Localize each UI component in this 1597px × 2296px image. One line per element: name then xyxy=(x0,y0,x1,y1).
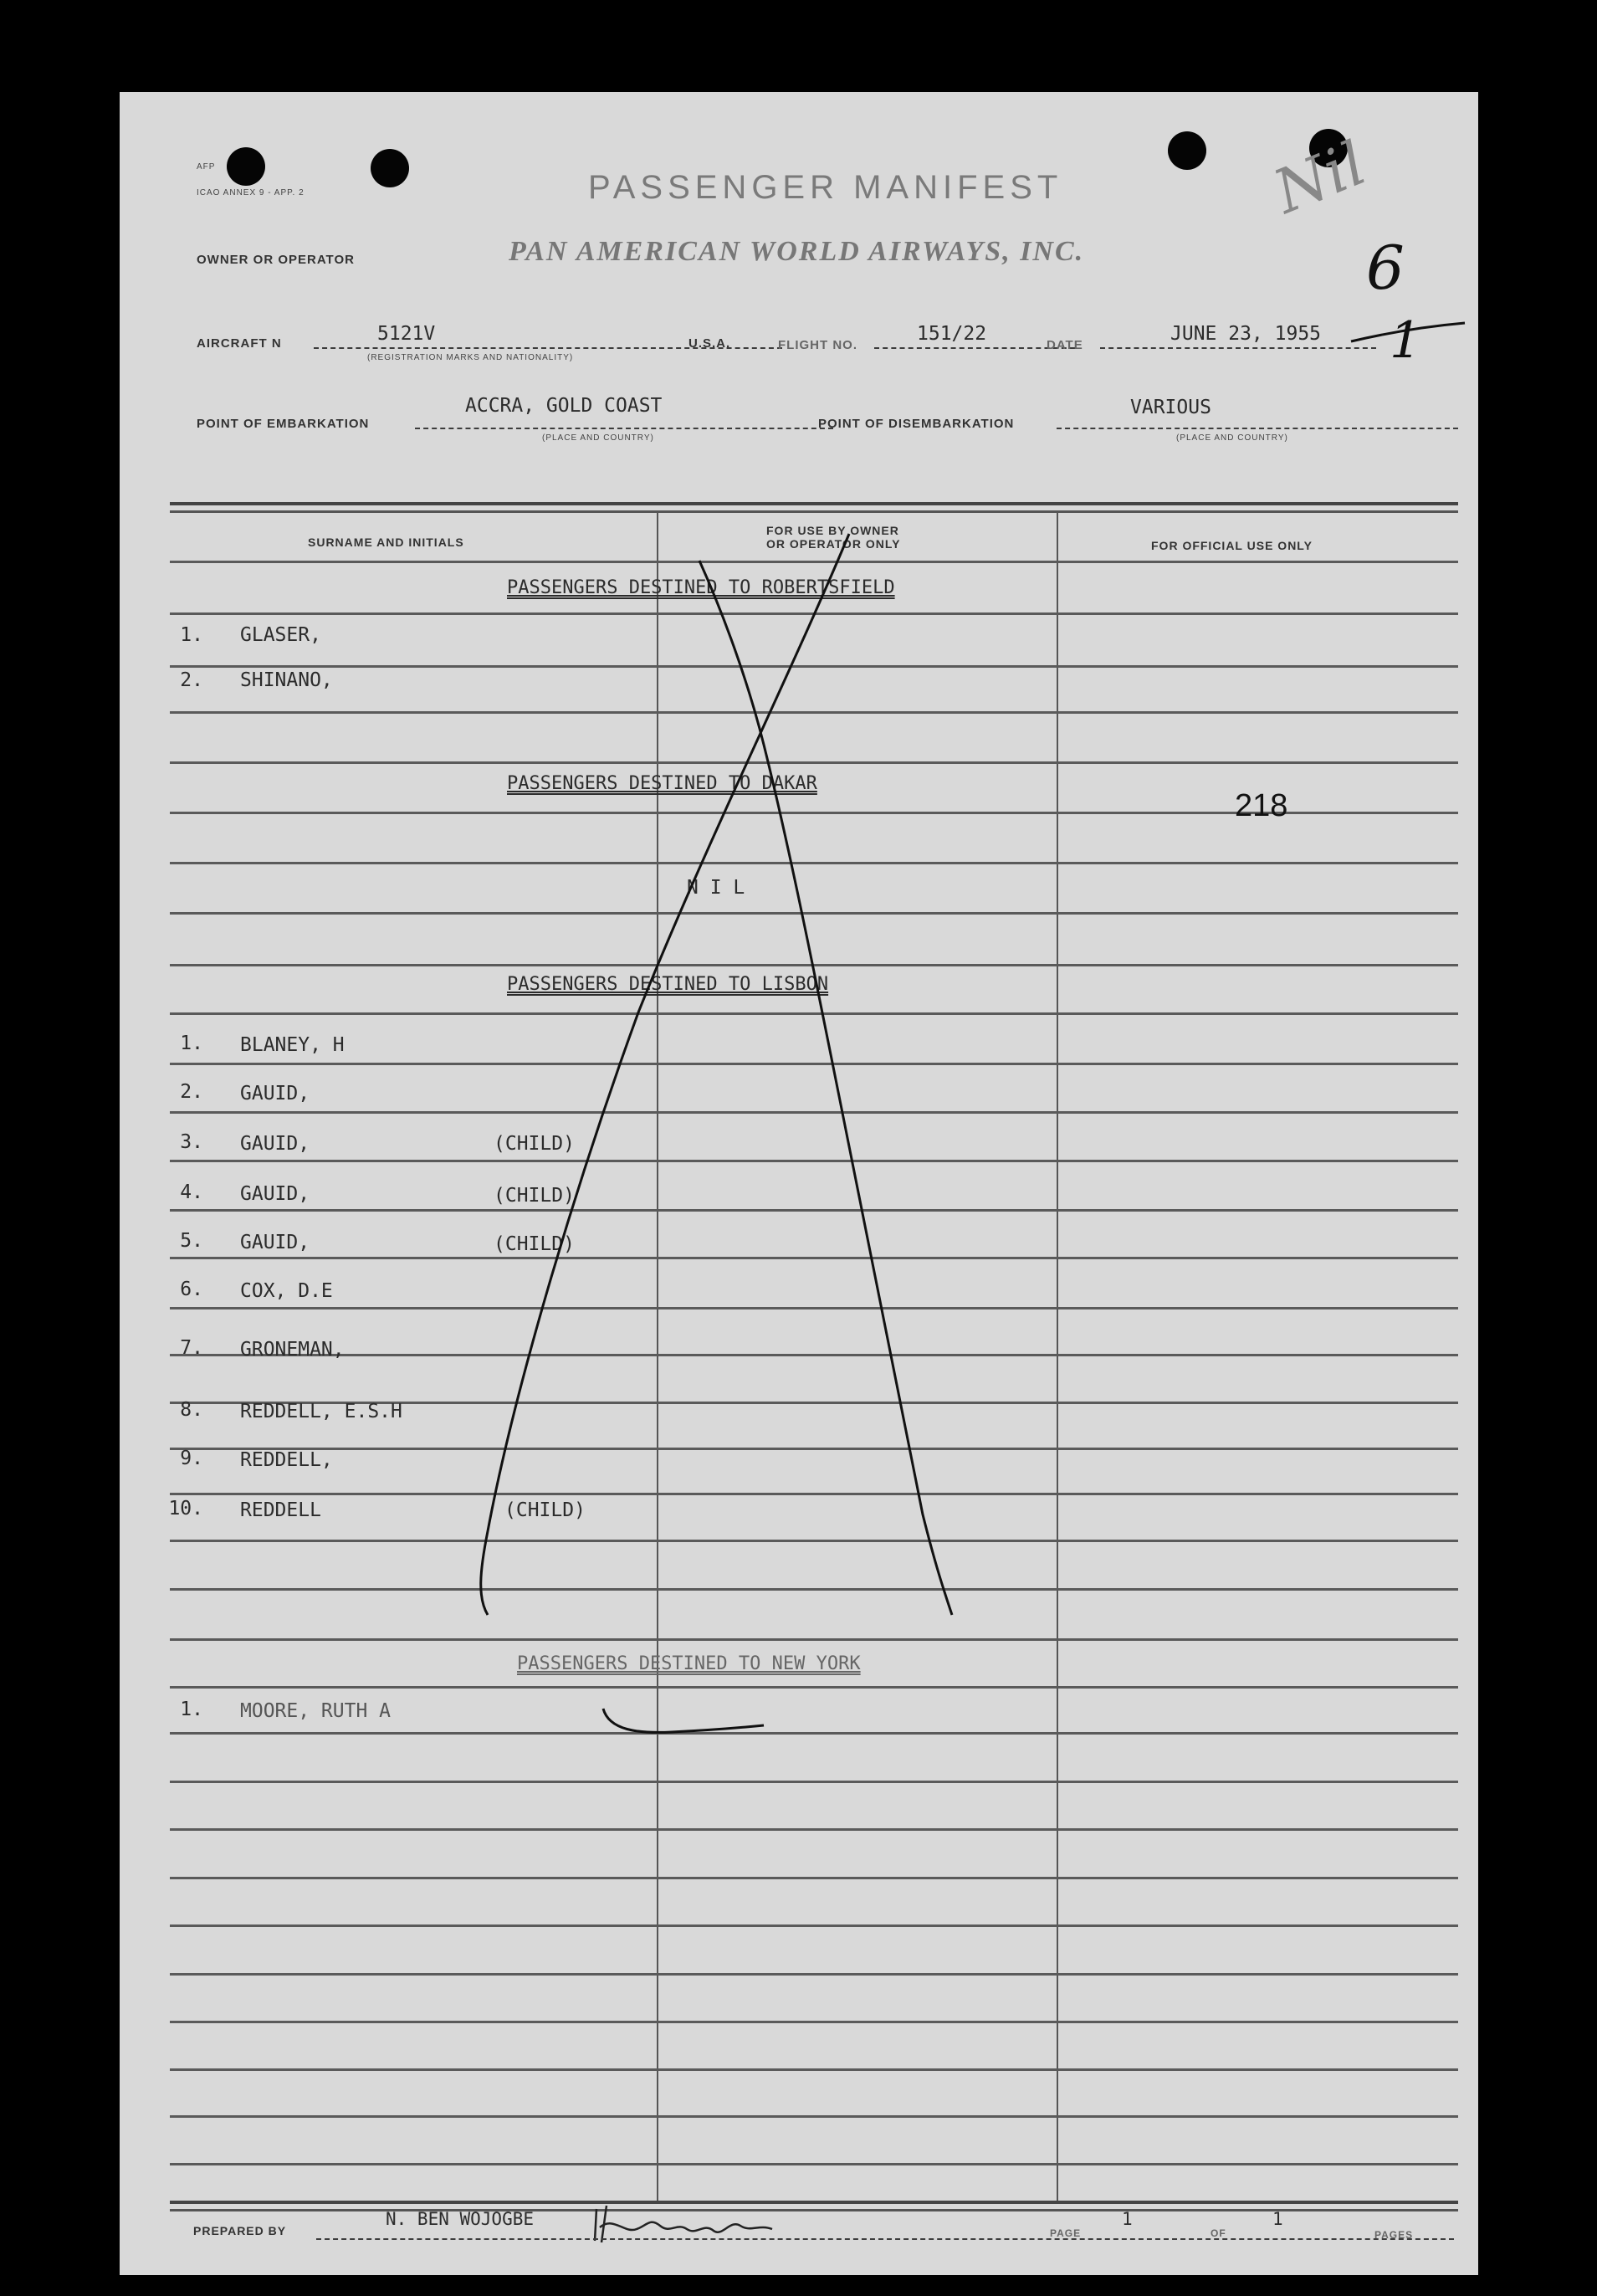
passenger-number: 10. xyxy=(168,1498,203,1520)
registration-caption: (REGISTRATION MARKS AND NATIONALITY) xyxy=(367,353,574,362)
pages-label: PAGES xyxy=(1374,2229,1414,2241)
aircraft-value: 5121V xyxy=(377,323,436,345)
embarkation-label: POINT OF EMBARKATION xyxy=(197,417,370,431)
col-header-surname: SURNAME AND INITIALS xyxy=(308,536,464,549)
passenger-number: 7. xyxy=(180,1337,203,1359)
passenger-number: 4. xyxy=(180,1181,203,1203)
manifest-sheet xyxy=(120,92,1478,2275)
official-number: 218 xyxy=(1235,788,1288,823)
embarkation-caption: (PLACE AND COUNTRY) xyxy=(542,433,654,443)
passenger-number: 8. xyxy=(180,1399,203,1421)
flight-value: 151/22 xyxy=(917,323,987,345)
passenger-number: 2. xyxy=(180,669,203,691)
passenger-name: GAUID, xyxy=(240,1083,310,1104)
passenger-name: GLASER, xyxy=(240,624,321,646)
prepared-value: N. BEN WOJOGBE xyxy=(386,2209,535,2229)
passenger-number: 9. xyxy=(180,1448,203,1469)
passenger-note: (CHILD) xyxy=(494,1233,575,1255)
section-heading-dakar: PASSENGERS DESTINED TO DAKAR xyxy=(507,773,817,794)
passenger-name: MOORE, RUTH A xyxy=(240,1700,392,1722)
date-value: JUNE 23, 1955 xyxy=(1170,323,1322,345)
handwritten-fraction-bottom: 1 xyxy=(1390,311,1422,370)
usa-label: U.S.A. xyxy=(688,336,731,351)
of-label: OF xyxy=(1211,2227,1226,2239)
passenger-name: BLANEY, H xyxy=(240,1034,345,1056)
passenger-name: REDDELL xyxy=(240,1499,321,1521)
passenger-number: 3. xyxy=(180,1131,203,1153)
section-heading-lisbon: PASSENGERS DESTINED TO LISBON xyxy=(507,974,829,995)
col-header-owner-line2: OR OPERATOR ONLY xyxy=(766,537,901,551)
passenger-number: 1. xyxy=(180,624,203,646)
passenger-name: REDDELL, xyxy=(240,1449,333,1471)
passenger-name: SHINANO, xyxy=(240,669,333,691)
handwritten-fraction-top: 6 xyxy=(1366,233,1405,303)
disembarkation-caption: (PLACE AND COUNTRY) xyxy=(1176,433,1288,443)
passenger-number: 5. xyxy=(180,1230,203,1252)
form-code-line1: AFP xyxy=(197,162,216,172)
handwritten-initials: Nil xyxy=(1264,127,1375,228)
of-value: 1 xyxy=(1272,2209,1283,2229)
flight-label: FLIGHT NO. xyxy=(778,338,857,352)
section-heading-newyork: PASSENGERS DESTINED TO NEW YORK xyxy=(517,1653,861,1674)
passenger-note: (CHILD) xyxy=(494,1133,575,1155)
signature xyxy=(588,2201,781,2251)
col-header-owner-line1: FOR USE BY OWNER xyxy=(766,524,899,537)
passenger-number: 1. xyxy=(180,1699,203,1720)
disembarkation-label: POINT OF DISEMBARKATION xyxy=(818,417,1015,431)
form-title: PASSENGER MANIFEST xyxy=(588,169,1063,206)
operator-name: PAN AMERICAN WORLD AIRWAYS, INC. xyxy=(509,236,1085,267)
date-label: DATE xyxy=(1047,338,1083,352)
passenger-note: (CHILD) xyxy=(494,1185,575,1207)
passenger-number: 2. xyxy=(180,1081,203,1103)
disembarkation-value: VARIOUS xyxy=(1130,397,1211,418)
passenger-name: REDDELL, E.S.H xyxy=(240,1401,402,1422)
cross-out-marks xyxy=(120,92,1478,2275)
passenger-note: (CHILD) xyxy=(504,1499,586,1521)
passenger-name: COX, D.E xyxy=(240,1280,333,1302)
operator-label: OWNER OR OPERATOR xyxy=(197,253,355,267)
embarkation-value: ACCRA, GOLD COAST xyxy=(465,395,663,417)
passenger-number: 6. xyxy=(180,1279,203,1300)
page-label: PAGE xyxy=(1050,2227,1082,2239)
col-header-official: FOR OFFICIAL USE ONLY xyxy=(1151,539,1313,552)
passenger-name: GRONEMAN, xyxy=(240,1339,345,1361)
section-heading-robertsfield: PASSENGERS DESTINED TO ROBERTSFIELD xyxy=(507,577,895,598)
prepared-label: PREPARED BY xyxy=(193,2224,287,2237)
aircraft-label: AIRCRAFT N xyxy=(197,336,282,351)
dakar-nil: N I L xyxy=(687,877,745,899)
passenger-name: GAUID, xyxy=(240,1183,310,1205)
passenger-name: GAUID, xyxy=(240,1232,310,1253)
passenger-number: 1. xyxy=(180,1033,203,1054)
passenger-name: GAUID, xyxy=(240,1133,310,1155)
page-value: 1 xyxy=(1122,2209,1133,2229)
form-code-line2: ICAO ANNEX 9 - APP. 2 xyxy=(197,188,305,197)
